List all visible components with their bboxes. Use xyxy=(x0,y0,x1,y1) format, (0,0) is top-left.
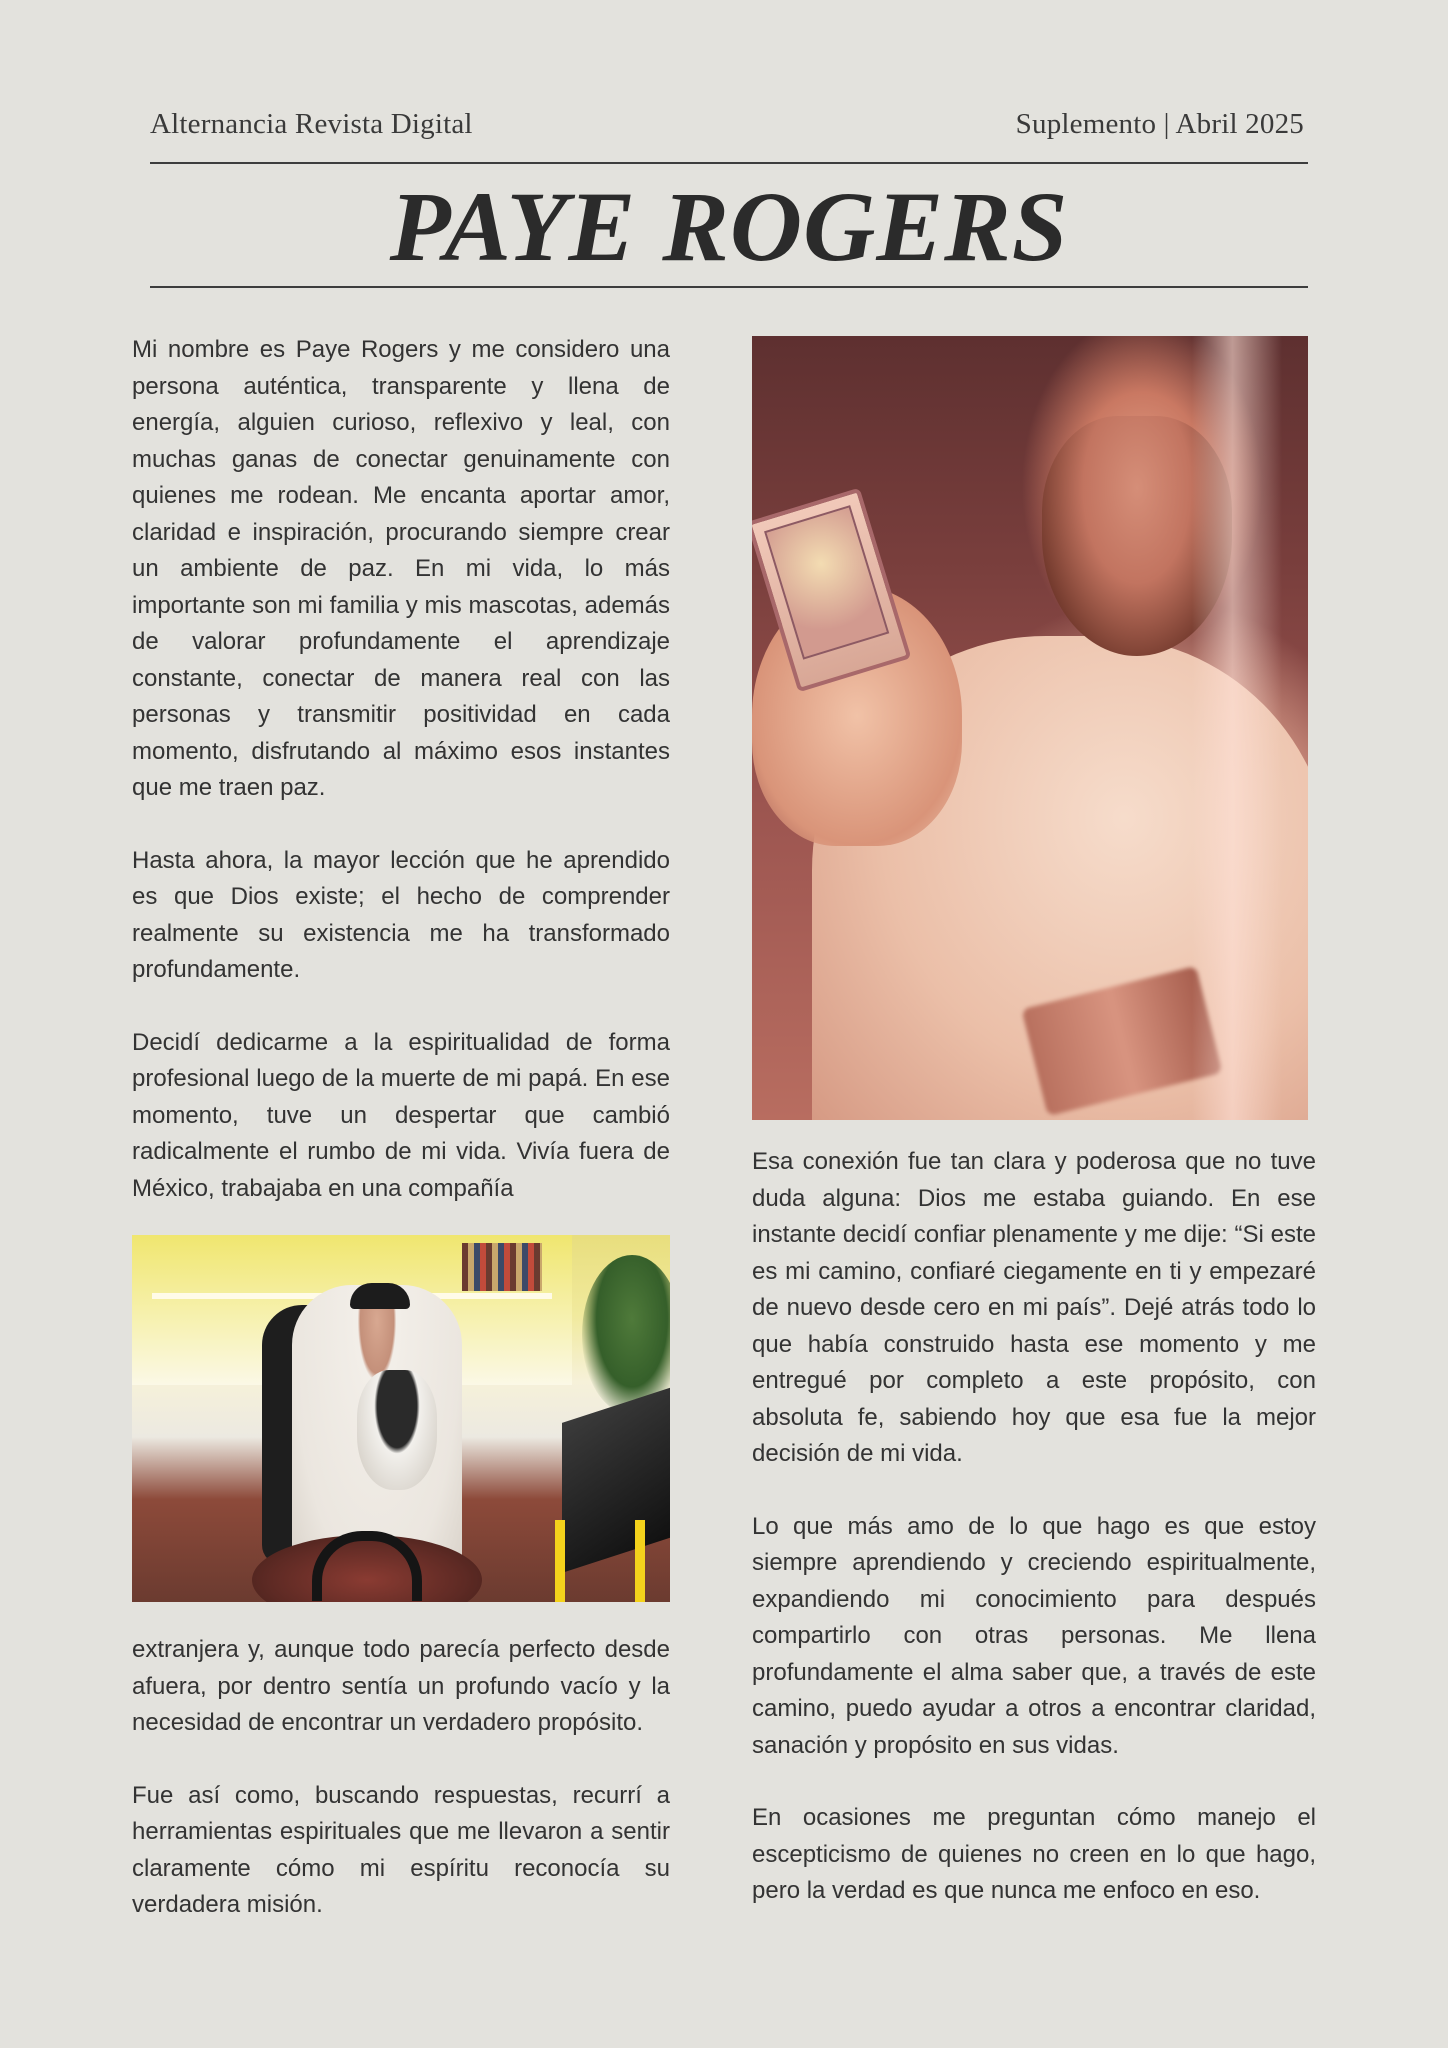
right-column xyxy=(752,1144,1316,1910)
issue-label: Suplemento | Abril 2025 xyxy=(1015,108,1304,140)
bottom-divider xyxy=(150,286,1308,288)
top-divider xyxy=(150,162,1308,164)
left-column-top xyxy=(132,332,670,1207)
paragraph-decision: Decidí dedicarme a la espiritualidad de forma profesional luego de la muerte de mi papá. En ese momento, tuve un despertar que cambió radicalmente el rumbo de mi vida. Vivía fuera de México, trabajaba en una compañía xyxy=(132,1028,670,1202)
paragraph-connection: Esa conexión fue tan clara y poderosa que no tuve duda alguna: Dios me estaba guiando. En ese instante decidí confiar plenamente y me dije: “Si este es mi camino, confiaré ciegamente en ti y empezaré de nuevo desde cero en mi país”. Dejé atrás todo lo que había construido hasta ese momento y me entregué por completo a este propósito, con absoluta fe, sabiendo hoy que esa fue la mejor decisión de mi vida. xyxy=(752,1148,1316,1467)
paragraph-skepticism: En ocasiones me preguntan cómo manejo el escepticismo de quienes no creen en lo que hago, pero la verdad es que nunca me enfoco en eso. xyxy=(752,1804,1316,1904)
portrait-photo-tarot xyxy=(752,336,1308,1120)
paragraph-tools: Fue así como, buscando respuestas, recurrí a herramientas espirituales que me llevaron a sentir claramente cómo mi espíritu reconocía su verdadera misión. xyxy=(132,1781,670,1918)
left-column-bottom xyxy=(132,1632,670,1924)
paragraph-love: Lo que más amo de lo que hago es que estoy siempre aprendiendo y creciendo espiritualmente, expandiendo mi conocimiento para después compartirlo con otras personas. Me llena profundamente el alma saber que, a través de este camino, puedo ayudar a otros a encontrar claridad, sanación y propósito en sus vidas. xyxy=(752,1512,1316,1759)
page-title: PAYE ROGERS xyxy=(389,171,1069,282)
paragraph-continued: extranjera y, aunque todo parecía perfecto desde afuera, por dentro sentía un profundo vacío y la necesidad de encontrar un verdadero propósito. xyxy=(132,1636,670,1736)
desk-photo-with-dog xyxy=(132,1235,670,1602)
paragraph-intro: Mi nombre es Paye Rogers y me considero una persona auténtica, transparente y llena de energía, alguien curioso, reflexivo y leal, con muchas ganas de conectar genuinamente con quienes me rodean. Me encanta aportar amor, claridad e inspiración, procurando siempre crear un ambiente de paz. En mi vida, lo más importante son mi familia y mis mascotas, además de valorar profundamente el aprendizaje constante, conectar de manera real con las personas y transmitir positividad en cada momento, disfrutando al máximo esos instantes que me traen paz. xyxy=(132,336,670,801)
publication-name: Alternancia Revista Digital xyxy=(150,108,473,140)
paragraph-lesson: Hasta ahora, la mayor lección que he aprendido es que Dios existe; el hecho de comprender realmente su existencia me ha transformado profundamente. xyxy=(132,846,670,983)
